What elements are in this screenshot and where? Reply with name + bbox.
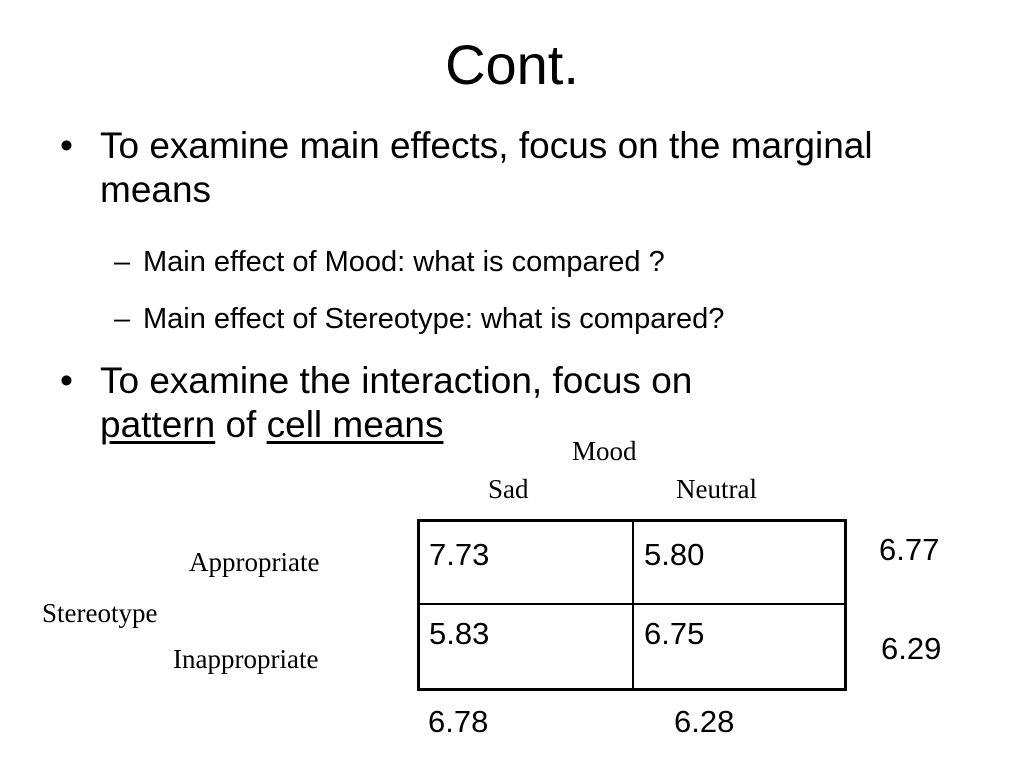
- sub-bullet-marker: –: [114, 303, 131, 335]
- slide-title: Cont.: [445, 33, 579, 96]
- column-header-neutral: Neutral: [676, 474, 757, 504]
- table-divider-vertical: [632, 522, 634, 688]
- sub-bullet-mood: [114, 244, 1003, 280]
- row-marginal-appropriate: 6.77: [879, 532, 940, 567]
- underlined-cell-means: cell means: [266, 404, 444, 445]
- row-factor-label: Stereotype: [42, 598, 158, 628]
- sub-bullet-stereotype: [114, 301, 1003, 337]
- bullet-main-effects: [60, 124, 900, 212]
- cell-appropriate-neutral: 5.80: [644, 537, 705, 572]
- underlined-pattern: pattern: [100, 404, 216, 445]
- sub-bullet-text: Main effect of Stereotype: what is compared?: [143, 303, 725, 335]
- row-header-inappropriate: Inappropriate: [173, 644, 319, 674]
- column-factor-label: Mood: [572, 436, 637, 466]
- bullet-text: To examine main effects, focus on the marginal means: [100, 125, 873, 210]
- column-header-sad: Sad: [488, 474, 529, 504]
- row-marginal-inappropriate: 6.29: [881, 631, 942, 666]
- table-divider-horizontal: [420, 603, 844, 605]
- column-marginal-neutral: 6.28: [674, 704, 735, 739]
- bullet-text-line1: To examine the interaction, focus on: [100, 360, 693, 401]
- bullet-interaction: [60, 359, 900, 447]
- bullet-marker: •: [60, 360, 73, 401]
- bullet-connector: of: [215, 404, 267, 445]
- sub-bullet-marker: –: [114, 246, 131, 278]
- row-header-appropriate: Appropriate: [189, 547, 320, 577]
- cell-inappropriate-sad: 5.83: [429, 616, 490, 651]
- cell-inappropriate-neutral: 6.75: [644, 616, 705, 651]
- column-marginal-sad: 6.78: [428, 704, 489, 739]
- sub-bullet-text: Main effect of Mood: what is compared ?: [143, 246, 665, 278]
- cell-means-table: [417, 519, 847, 691]
- cell-appropriate-sad: 7.73: [429, 537, 490, 572]
- bullet-marker: •: [60, 125, 73, 166]
